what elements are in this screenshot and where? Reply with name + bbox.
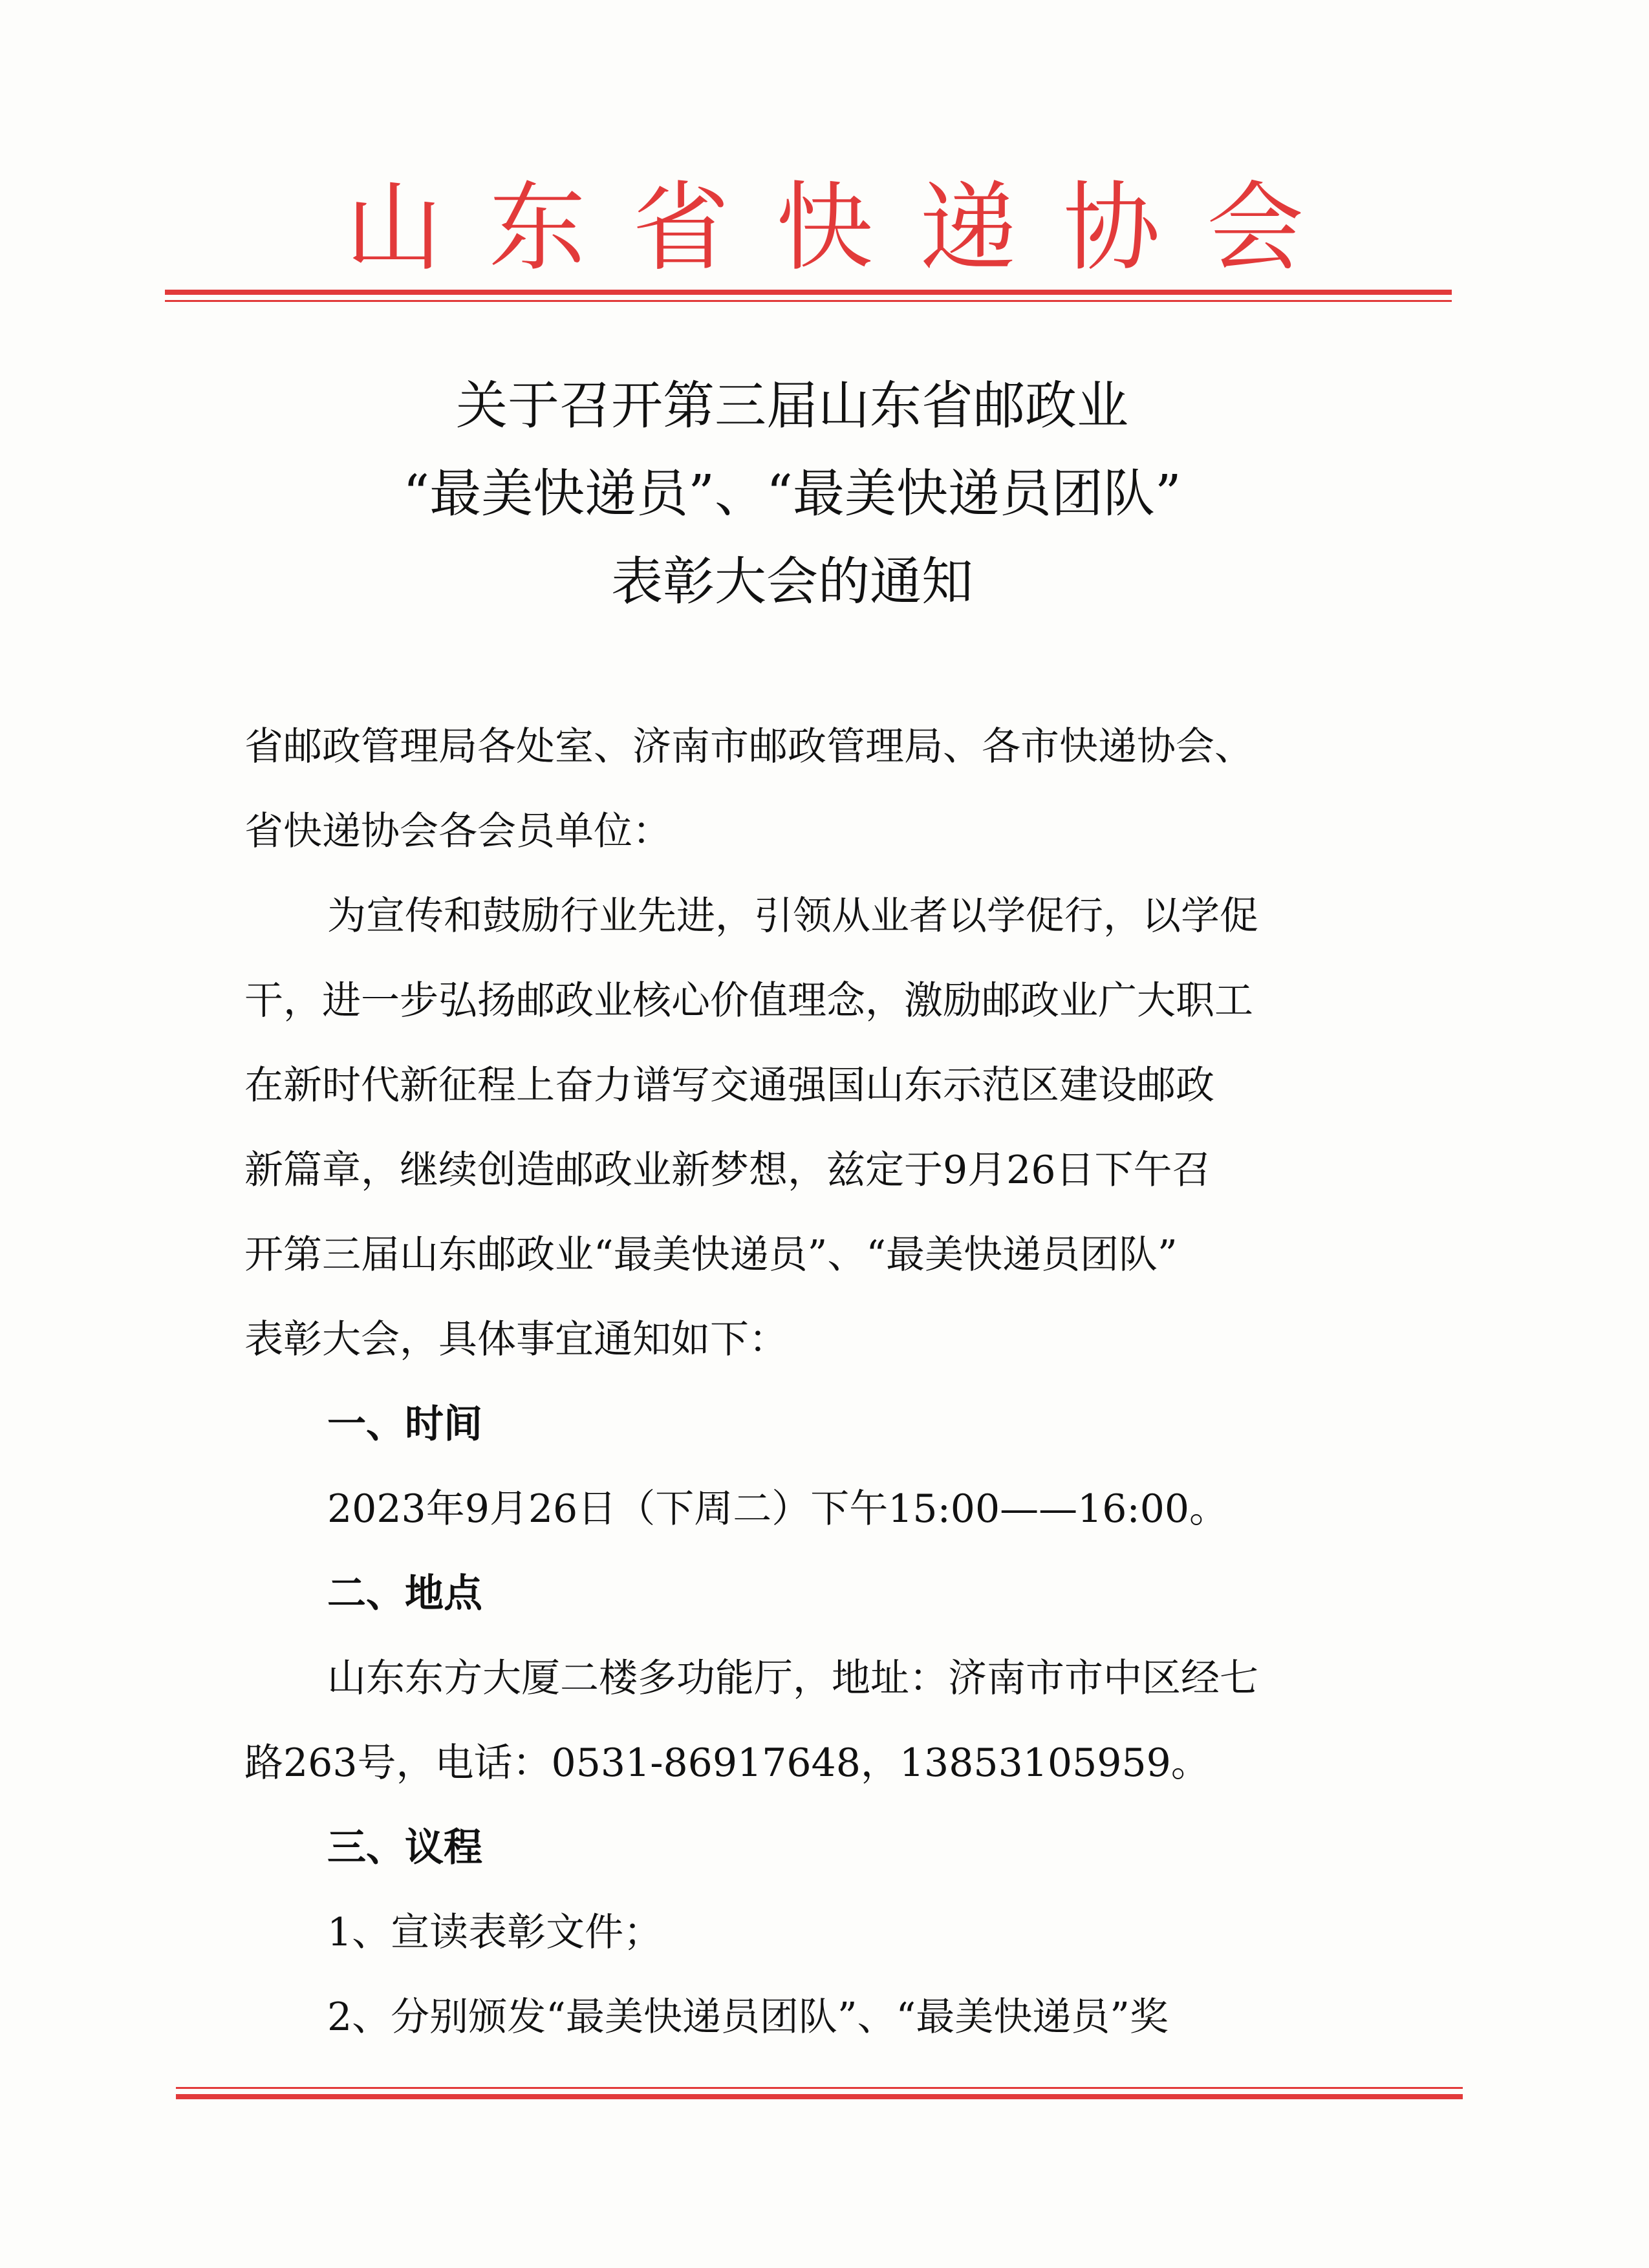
intro-line-3: 在新时代新征程上奋力谱写交通强国山东示范区建设邮政 — [244, 1063, 1214, 1108]
intro-line-1: 为宣传和鼓励行业先进，引领从业者以学促行，以学促 — [327, 893, 1258, 939]
document-body — [244, 705, 1370, 2060]
time-line: 2023年9月26日（下周二）下午15:00——16:00。 — [327, 1486, 1229, 1532]
section-heading-time: 一、时间 — [327, 1402, 482, 1447]
red-rule-thick — [165, 290, 1452, 295]
agenda-item-2: 2、分别颁发“最美快递员团队”、“最美快递员”奖 — [327, 1995, 1169, 2040]
place-line-1: 山东东方大厦二楼多功能厅，地址：济南市市中区经七 — [327, 1656, 1258, 1701]
agenda-item-1: 1、宣读表彰文件； — [327, 1910, 663, 1955]
red-rule-thin — [165, 300, 1452, 302]
red-rule-thick — [176, 2094, 1463, 2099]
intro-line-4: 新篇章，继续创造邮政业新梦想，兹定于9月26日下午召 — [244, 1148, 1211, 1193]
title-line-2: “最美快递员”、“最美快递员团队” — [403, 464, 1181, 524]
recipients-line-2: 省快递协会各会员单位： — [244, 809, 671, 854]
title-line-3: 表彰大会的通知 — [611, 551, 973, 612]
place-line-2: 路263号，电话：0531-86917648，13853105959。 — [244, 1740, 1210, 1786]
intro-line-2: 干，进一步弘扬邮政业核心价值理念，激励邮政业广大职工 — [244, 978, 1253, 1023]
header-red-rule — [165, 290, 1452, 302]
title-line-1: 关于召开第三届山东省邮政业 — [456, 376, 1128, 436]
intro-line-5: 开第三届山东邮政业“最美快递员”、“最美快递员团队” — [244, 1232, 1178, 1278]
org-header: 山东省快递协会 — [345, 172, 1350, 284]
section-heading-place: 二、地点 — [327, 1571, 482, 1616]
red-rule-thin — [176, 2087, 1463, 2089]
intro-line-6: 表彰大会，具体事宜通知如下： — [244, 1317, 788, 1362]
document-title — [0, 362, 1584, 626]
footer-red-rule — [176, 2087, 1463, 2099]
recipients-line-1: 省邮政管理局各处室、济南市邮政管理局、各市快递协会、 — [244, 724, 1253, 769]
section-heading-agenda: 三、议程 — [327, 1825, 482, 1870]
